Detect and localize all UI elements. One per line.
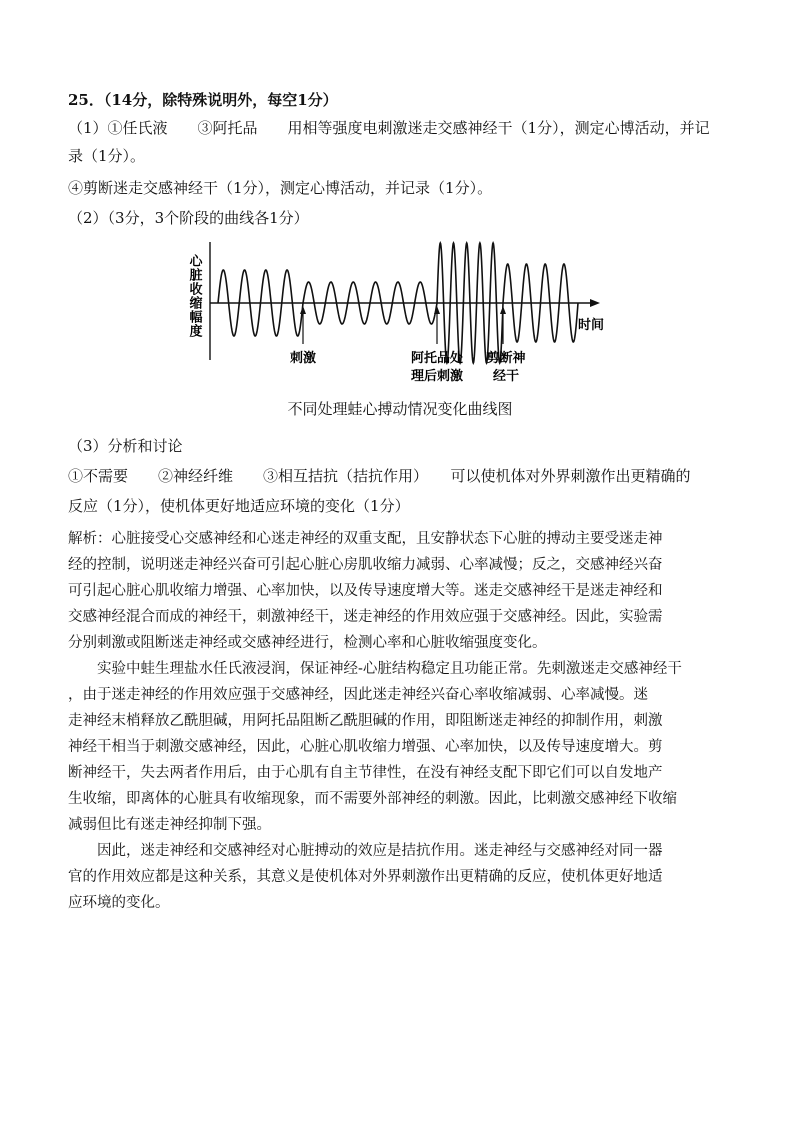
analysis-line: ，由于迷走神经的作用效应强于交感神经，因此迷走神经兴奋心率收缩减弱、心率减慢。迷 [68,687,648,703]
analysis-line: 生收缩，即离体的心脏具有收缩现象，而不需要外部神经的刺激。因此，比刺激交感神经下收缩 [68,791,677,807]
x-axis-arrow [590,299,600,307]
analysis-line: 神经干相当于刺激交感神经，因此，心脏心肌收缩力增强、心率加快，以及传导速度增大。剪 [68,739,663,755]
analysis-line: 可引起心脏心肌收缩力增强、心率加快，以及传导速度增大等。迷走交感神经干是迷走神经和 [68,583,663,599]
figure-caption: 不同处理蛙心搏动情况变化曲线图 [287,400,513,418]
heartbeat-figure [0,236,800,396]
part1-line2: 录（1分）。 [68,147,146,165]
stim-label: 刺激 [289,351,317,366]
analysis-line: 因此，迷走神经和交感神经对心脏搏动的效应是拮抗作用。迷走神经与交感神经对同一器 [68,843,663,859]
cut-label-line2: 经干 [492,369,520,384]
analysis-paragraph-1 [68,526,663,656]
part3-label: （3）分析和讨论 [68,437,183,455]
analysis-line: 官的作用效应都是这种关系，其意义是使机体对外界刺激作出更精确的反应，使机体更好地适 [68,869,663,885]
analysis-line: 应环境的变化。 [68,895,170,911]
analysis-paragraph-3 [68,838,663,916]
analysis-line: 解析：心脏接受心交感神经和心迷走神经的双重支配，且安静状态下心脏的搏动主要受迷走神 [68,531,663,547]
part2-label: （2）（3分，3个阶段的曲线各1分） [68,209,309,227]
cut-label-line1: 剪断神 [486,351,526,366]
atropine-arrow [434,306,440,344]
y-axis-label: 心脏收缩幅度 [186,254,202,338]
analysis-line: 走神经末梢释放乙酰胆碱，用阿托品阻断乙酰胆碱的作用，即阻断迷走神经的抑制作用，刺激 [68,713,663,729]
x-axis-label: 时间 [578,318,605,333]
analysis-line: 交感神经混合而成的神经干，刺激神经干，迷走神经的作用效应强于交感神经。因此，实验需 [68,609,663,625]
analysis-paragraph-2 [68,656,682,838]
analysis-line: 经的控制，说明迷走神经兴奋可引起心脏心房肌收缩力减弱、心率减慢；反之，交感神经兴奋 [68,557,663,573]
analysis-line: 实验中蛙生理盐水任氏液浸润，保证神经-心脏结构稳定且功能正常。先刺激迷走交感神经干 [68,661,682,677]
analysis-line: 减弱但比有迷走神经抑制下强。 [68,817,271,833]
question-header: 25．（14分，除特殊说明外，每空1分） [68,91,338,109]
part1-line3: ④剪断迷走交感神经干（1分），测定心博活动，并记录（1分）。 [68,179,493,197]
atropine-label-line2: 理后刺激 [410,369,464,384]
atropine-label-line1: 阿托品处 [410,351,464,366]
analysis-line: 断神经干，失去两者作用后，由于心肌有自主节律性，在没有神经支配下即它们可以自发地产 [68,765,663,781]
part3-line1: ①不需要 ②神经纤维 ③相互拮抗（拮抗作用） 可以使机体对外界刺激作出更精确的 [68,467,691,485]
part3-line2: 反应（1分），使机体更好地适应环境的变化（1分） [68,497,410,515]
analysis-line: 分别刺激或阻断迷走神经或交感神经进行，检测心率和心脏收缩强度变化。 [68,635,547,651]
part1-line1: （1）①任氏液 ③阿托品 用相等强度电刺激迷走交感神经干（1分），测定心博活动，并记 [68,119,710,137]
